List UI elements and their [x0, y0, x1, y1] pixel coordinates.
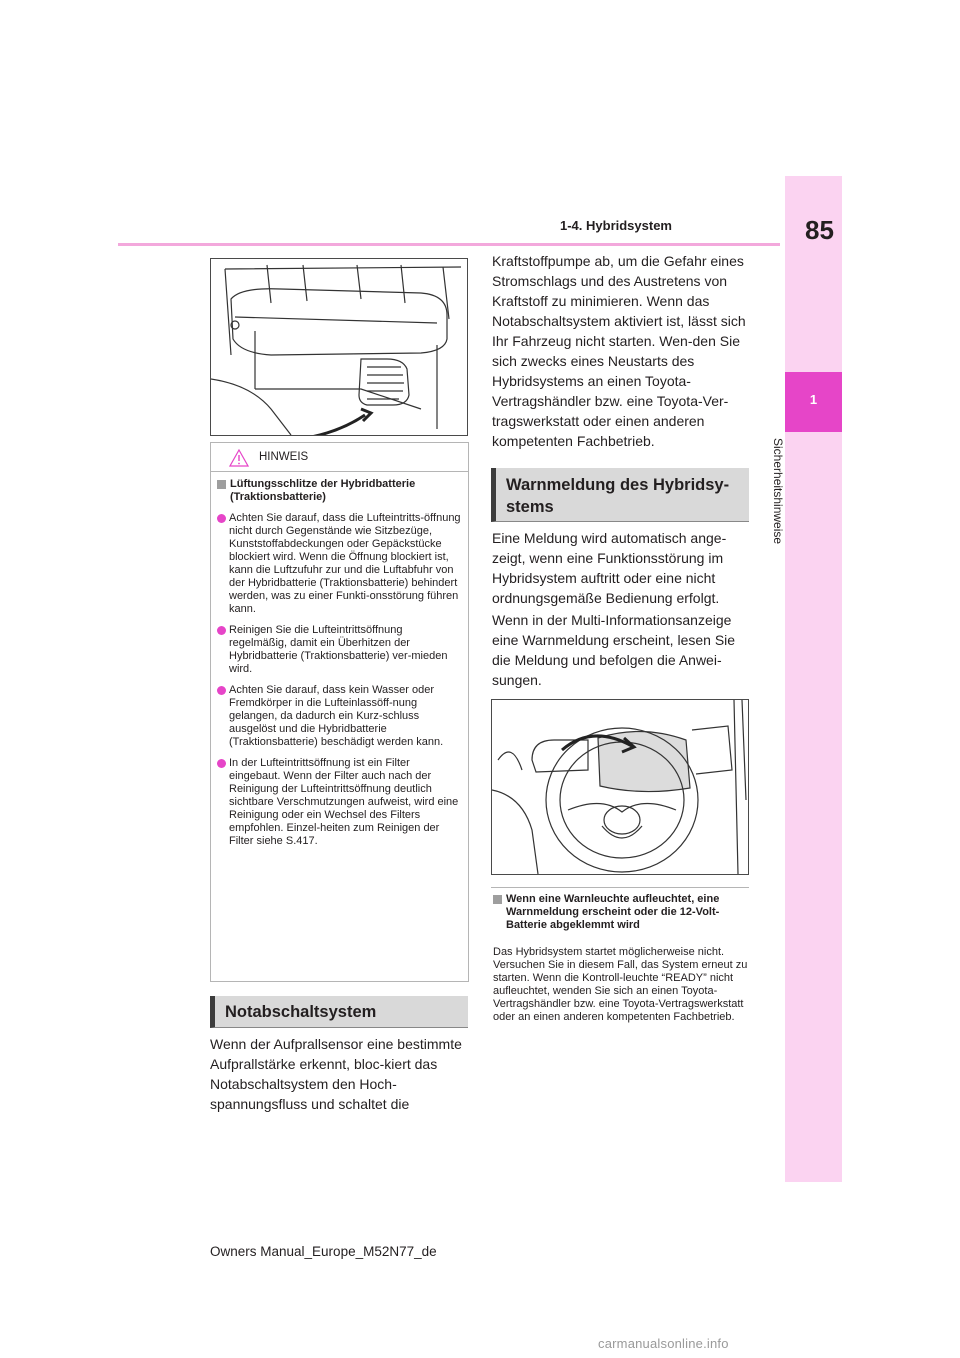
section-header: 1-4. Hybridsystem — [560, 218, 672, 233]
page-number: 85 — [805, 215, 834, 245]
header-rule — [118, 243, 780, 246]
note-header — [211, 443, 468, 472]
square-bullet-icon — [493, 895, 502, 904]
note-title: Lüftungsschlitze der Hybridbatterie (Traktionsbatterie) — [217, 478, 462, 504]
sub-section-heading: Wenn eine Warnleuchte aufleuchtet, eine Warnmeldung erscheint oder die 12-Volt-Batterie abgeklemmt wird — [493, 893, 748, 932]
note-label: HINWEIS — [259, 451, 309, 463]
dot-bullet-icon — [217, 686, 226, 695]
footer-manual-id: Owners Manual_Europe_M52N77_de — [210, 1244, 437, 1259]
continued-text: Kraftstoffpumpe ab, um die Gefahr eines Stromschlags und des Austretens von Kraftstoff zu minimieren. Wenn das Notabschaltsystem aktiviert ist, lässt sich Ihr Fahrzeug nicht starten. Wen-den Sie sich zwecks eines Neustarts des Hybridsystems an einen Toyota-Vertragshändler bzw. eine Toyota-Ver-tragswerkstatt oder einen anderen kompetenten Fachbetrieb. — [492, 253, 746, 449]
watermark: carmanualsonline.info — [598, 1336, 729, 1351]
notabschaltsystem-text: Wenn der Aufprallsensor eine bestimmte Aufprallstärke erkennt, bloc-kiert das Notabschaltsystem den Hoch-spannungsfluss und schaltet die — [210, 1036, 462, 1112]
multi-information-display-illustration — [491, 699, 749, 875]
note-box — [210, 442, 469, 982]
square-bullet-icon — [217, 480, 226, 489]
dot-bullet-icon — [217, 626, 226, 635]
dot-bullet-icon — [217, 514, 226, 523]
note-item: Achten Sie darauf, dass kein Wasser oder Fremdkörper in die Lufteinlassöff-nung gelangen, da dadurch ein Kurz-schluss ausgelöst und die Hybridbatterie (Traktionsbatterie) beschädigt werden kann. — [217, 684, 462, 749]
notabschaltsystem-heading: Notabschaltsystem — [210, 996, 468, 1028]
note-item: Reinigen Sie die Lufteintrittsöffnung regelmäßig, damit ein Überhitzen der Hybridbatterie (Traktionsbatterie) ver-mieden wird. — [217, 624, 462, 676]
chapter-title: Sicherheitshinweise — [771, 438, 785, 545]
note-item: In der Lufteintrittsöffnung ist ein Filter eingebaut. Wenn der Filter auch nach der Reinigung der Lufteintrittsöffnung deutlich sichtbare Verschmutzungen aufweist, wird eine Reinigung oder ein Wechsel des Filters empfohlen. Einzel-heiten zum Reinigen der Filter siehe S.417. — [217, 757, 462, 848]
dot-bullet-icon — [217, 759, 226, 768]
sub-section-rule — [491, 887, 749, 888]
sub-section-text: Das Hybridsystem startet möglicherweise nicht. Versuchen Sie in diesem Fall, das System erneut zu starten. Wenn die Kontroll-leuchte “READY” nicht aufleuchtet, wenden Sie sich an einen Toyota-Vertragshändler bzw. eine Toyota-Vertragswerkstatt oder an einen anderen kompetenten Fachbetrieb. — [493, 946, 748, 1023]
warnmeldung-paragraph-2: Wenn in der Multi-Informationsanzeige eine Warnmeldung erscheint, lesen Sie die Meldung und befolgen die Anwei-sungen. — [492, 612, 736, 688]
chapter-number: 1 — [809, 392, 818, 407]
battery-air-intake-illustration — [210, 258, 468, 436]
warnmeldung-heading: Warnmeldung des Hybridsy-stems — [491, 468, 749, 522]
warnmeldung-paragraph-1: Eine Meldung wird automatisch ange-zeigt, wenn eine Funktionsstörung im Hybridsystem auftritt oder eine nicht ordnungsgemäße Bedienung erfolgt. — [492, 530, 727, 606]
warning-triangle-icon — [229, 449, 249, 467]
chapter-side-tab — [785, 176, 842, 1182]
note-item: Achten Sie darauf, dass die Lufteintritts-öffnung nicht durch Gegenstände wie Sitzbezüge, Kunststoffabdeckungen oder Gepäckstücke blockiert wird. Wenn die Öffnung blockiert ist, kann die Luftzufuhr zur und die Luftabfuhr von der Hybridbatterie (Traktionsbatterie) behindert werden, was zu einer Funkti-onsstörung führen kann. — [217, 512, 462, 616]
